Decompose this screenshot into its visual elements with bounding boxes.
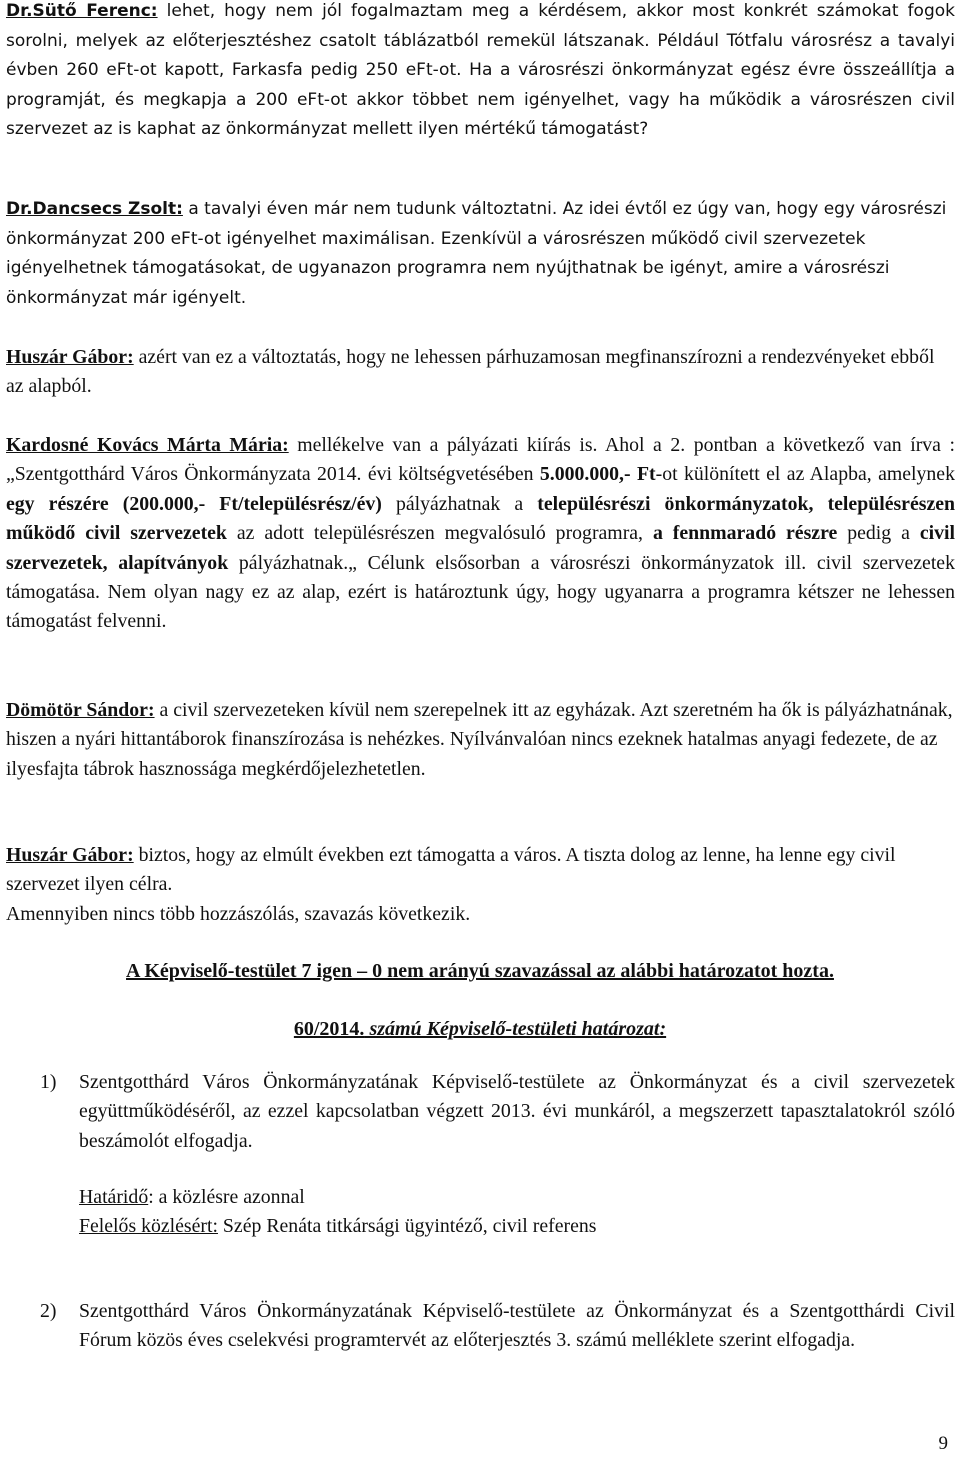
resolution-number: 60/2014.: [293, 1018, 365, 1040]
deadline-line: [79, 1183, 949, 1213]
paragraph-dancsecs: [6, 195, 955, 313]
bold-text: a fennmaradó részre: [652, 522, 838, 545]
paragraph-kardosne: [6, 431, 955, 637]
paragraph-sutő: [6, 0, 955, 145]
item-text: Szentgotthárd Város Önkormányzatának Képviselő-testülete az Önkormányzat és a civil szervezetek együttműködéséről, az ezzel kapcsolatban végzett 2013. évi munkáról, a megszerzett tapasztalatokról szóló beszámolót elfogadja.: [79, 1071, 955, 1152]
paragraph-domotor: [6, 696, 955, 784]
bold-text: településrészi önkormányzatok, településrészen működő civil szervezetek: [6, 492, 956, 545]
speaker-name: Huszár Gábor:: [6, 346, 134, 368]
item-text: Szentgotthárd Város Önkormányzatának Képviselő-testülete az Önkormányzat és a Szentgotthárdi Civil Fórum közös éves cselekvési programtervét az előterjesztés 3. számú melléklete szerint elfogadja.: [79, 1300, 955, 1352]
paragraph-text: mellékelve van a pályázati kiírás is. Ahol a 2. pontban a következő van írva : „Szentgotthárd Város Önkormányzata 2014. évi költségvetésében: [6, 434, 955, 486]
paragraph-text: Amennyiben nincs több hozzászólás, szavazás következik.: [6, 902, 471, 925]
paragraph-text: azért van ez a változtatás, hogy ne lehessen párhuzamosan megfinanszírozni a rendezvényeket ebből az alapból.: [6, 346, 935, 398]
paragraph-text: a civil szervezeteken kívül nem szerepelnek itt az egyházak. Azt szeretném ha ők is pályázhatnának, hiszen a nyári hittantáborok finanszírozása is nehézkes. Nyílvánvalóan nincs ezeknek hatalmas anyagi fedezete, de az ilyesfajta tábrok hasznossága megkérdőjelezhetetlen.: [6, 699, 953, 780]
responsible-value: Szép Renáta titkársági ügyintéző, civil referens: [217, 1215, 597, 1237]
item-number: 1): [40, 1071, 57, 1093]
paragraph-text: pályázhatnak.„ Célunk elsősorban a városrészi önkormányzatok ill. civil szervezetek támogatása. Nem olyan nagy ez az alap, ezért is határoztunk úgy, hogy ugyanarra a programra kétszer ne lehessen támogatást felvenni.: [6, 551, 955, 633]
speaker-name: Huszár Gábor:: [6, 844, 134, 866]
bold-text: civil szervezetek, alapítványok: [6, 522, 955, 574]
deadline-value: : a közlésre azonnal: [148, 1186, 305, 1208]
speaker-name: Dr.Dancsecs Zsolt:: [6, 199, 183, 219]
resolution-heading: számú Képviselő-testületi határozat:: [364, 1018, 667, 1040]
paragraph-text: az adott településrészen megvalósuló programra,: [226, 522, 653, 545]
paragraph-text: pedig a: [837, 522, 920, 545]
deadline-label: Határidő: [79, 1186, 149, 1208]
paragraph-text: biztos, hogy az elmúlt években ezt támogatta a város. A tiszta dolog az lenne, ha lenne egy civil szervezet ilyen célra.: [6, 844, 896, 896]
speaker-name: Dr.Sütő Ferenc:: [6, 1, 158, 21]
paragraph-text: a tavalyi éven már nem tudunk változtatni. Az idei évtől ez úgy van, hogy egy városrészi önkormányzat 200 eFt-ot igényelhet maximálisan. Ezenkívül a városrészen működő civil szervezetek igényelhetnek támogatásokat, de ugyanazon programra nem nyújthatnak be igényt, amire a városrészi önkormányzat már igényelt.: [6, 199, 947, 308]
speaker-name: Dömötör Sándor:: [6, 699, 155, 721]
paragraph-text: pályázhatnak a: [381, 492, 538, 515]
resolution-item-2: [6, 1297, 955, 1356]
bold-text: 5.000.000,- Ft: [539, 463, 656, 486]
vote-result: A Képviselő-testület 7 igen – 0 nem arányú szavazással az alábbi határozatot hozta.: [126, 960, 834, 982]
bold-text: egy részére (200.000,- Ft/településrész/év): [6, 492, 382, 515]
responsible-label: Felelős közlésért:: [79, 1215, 218, 1237]
item-number: 2): [40, 1300, 57, 1322]
resolution-title: [0, 1014, 960, 1044]
resolution-item-1: [6, 1068, 955, 1156]
page-number: 9: [938, 1433, 948, 1454]
speaker-name: Kardosné Kovács Márta Mária:: [6, 434, 289, 456]
paragraph-huszar-2: [6, 841, 955, 929]
responsible-line: [79, 1212, 949, 1242]
paragraph-huszar-1: [6, 343, 955, 402]
paragraph-text: -ot különített el az Alapba, amelynek: [655, 463, 955, 486]
paragraph-text: lehet, hogy nem jól fogalmaztam meg a kérdésem, akkor most konkrét számokat fogok sorolni, melyek az előterjesztéshez csatolt táblázatból remekül látszanak. Például Tótfalu városrész a tavalyi évben 260 eFt-ot kapott, Farkasfa pedig 250 eFt-ot. Ha a városrészi önkormányzat egész évre összeállítja a programját, és megkapja a 200 eFt-ot akkor többet nem igényelhet, vagy ha működik a városrészen civil szervezet az is kaphat az önkormányzat mellett ilyen mértékű támogatást?: [6, 1, 955, 140]
